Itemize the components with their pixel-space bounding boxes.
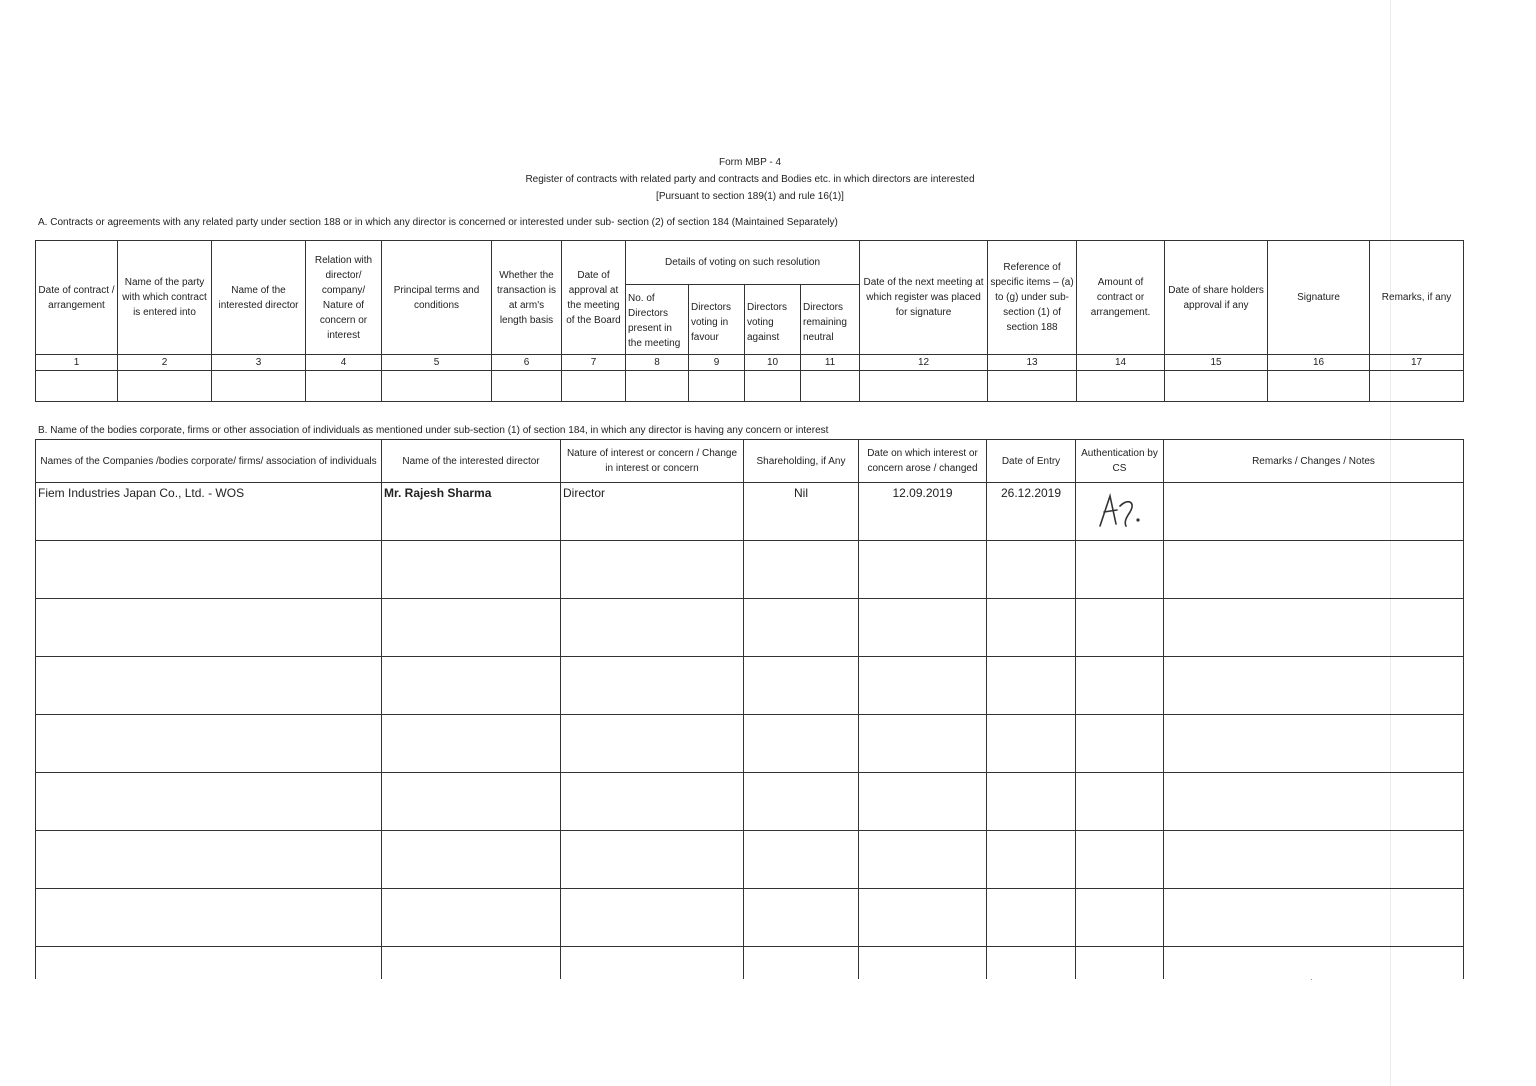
col-party-name: Name of the party with which contract is entered into <box>118 241 212 355</box>
column-number: 7 <box>562 355 626 371</box>
section-b-label: B. Name of the bodies corporate, firms or other association of individuals as mentioned under sub-section (1) of section 184, in which any director is having any concern or interest <box>38 425 829 436</box>
section-a-table <box>35 240 1464 402</box>
column-number: 12 <box>860 355 988 371</box>
col-remarks: Remarks / Changes / Notes <box>1164 440 1464 483</box>
col-directors-against: Directors voting against <box>745 285 801 355</box>
col-company-names: Names of the Companies /bodies corporate/ firms/ association of individuals <box>36 440 382 483</box>
col-signature: Signature <box>1268 241 1370 355</box>
column-number-row <box>36 355 1464 371</box>
column-number: 10 <box>745 355 801 371</box>
col-interested-director: Name of the interested director <box>212 241 306 355</box>
col-shareholders-approval: Date of share holders approval if any <box>1165 241 1268 355</box>
table-row <box>36 541 1464 599</box>
col-directors-present: No. of Directors present in the meeting <box>626 285 689 355</box>
section-b-table <box>35 439 1464 979</box>
col-nature-of-interest: Nature of interest or concern / Change in interest or concern <box>561 440 744 483</box>
table-row <box>36 371 1464 402</box>
table-row <box>36 773 1464 831</box>
table-row <box>36 657 1464 715</box>
col-date-of-contract: Date of contract / arrangement <box>36 241 118 355</box>
column-number: 14 <box>1077 355 1165 371</box>
col-interested-director: Name of the interested director <box>382 440 561 483</box>
column-number: 13 <box>988 355 1077 371</box>
col-date-of-entry: Date of Entry <box>987 440 1076 483</box>
section-a-label: A. Contracts or agreements with any related party under section 188 or in which any director is concerned or interested under sub- section (2) of section 184 (Maintained Separately) <box>38 217 838 228</box>
column-number: 11 <box>801 355 860 371</box>
column-number: 16 <box>1268 355 1370 371</box>
form-pursuant: [Pursuant to section 189(1) and rule 16(1)] <box>656 191 844 202</box>
col-relation: Relation with director/ company/ Nature of concern or interest <box>306 241 382 355</box>
column-number: 9 <box>689 355 745 371</box>
shareholding: Nil <box>744 483 859 541</box>
col-principal-terms: Principal terms and conditions <box>382 241 492 355</box>
date-of-entry: 26.12.2019 <box>987 483 1076 541</box>
col-directors-neutral: Directors remaining neutral <box>801 285 860 355</box>
column-number: 17 <box>1370 355 1464 371</box>
nature-of-interest: Director <box>561 483 744 541</box>
scan-mark: · <box>1310 974 1313 984</box>
col-authentication: Authentication by CS <box>1076 440 1164 483</box>
column-number: 4 <box>306 355 382 371</box>
col-date-arose: Date on which interest or concern arose / changed <box>859 440 987 483</box>
column-number: 6 <box>492 355 562 371</box>
signature-initials <box>1090 490 1150 530</box>
col-remarks: Remarks, if any <box>1370 241 1464 355</box>
col-shareholding: Shareholding, if Any <box>744 440 859 483</box>
date-arose: 12.09.2019 <box>859 483 987 541</box>
col-next-meeting-date: Date of the next meeting at which register was placed for signature <box>860 241 988 355</box>
table-row <box>36 599 1464 657</box>
column-number: 1 <box>36 355 118 371</box>
col-arms-length: Whether the transaction is at arm's length basis <box>492 241 562 355</box>
col-date-of-approval: Date of approval at the meeting of the Board <box>562 241 626 355</box>
col-amount: Amount of contract or arrangement. <box>1077 241 1165 355</box>
col-directors-favour: Directors voting in favour <box>689 285 745 355</box>
table-row <box>36 831 1464 889</box>
col-voting-details-group: Details of voting on such resolution <box>626 241 860 285</box>
table-row <box>36 715 1464 773</box>
table-row <box>36 889 1464 947</box>
column-number: 8 <box>626 355 689 371</box>
col-reference-items: Reference of specific items – (a) to (g) under sub-section (1) of section 188 <box>988 241 1077 355</box>
director-name: Mr. Rajesh Sharma <box>382 483 561 541</box>
column-number: 3 <box>212 355 306 371</box>
column-number: 15 <box>1165 355 1268 371</box>
company-name: Fiem Industries Japan Co., Ltd. - WOS <box>36 483 382 541</box>
table-row <box>36 947 1464 980</box>
column-number: 2 <box>118 355 212 371</box>
form-title: Register of contracts with related party and contracts and Bodies etc. in which directors are interested <box>525 174 975 185</box>
remarks <box>1164 483 1464 541</box>
table-row <box>36 483 1464 541</box>
authentication-cell <box>1076 483 1164 541</box>
form-header <box>0 154 1500 205</box>
column-number: 5 <box>382 355 492 371</box>
form-number: Form MBP - 4 <box>718 157 782 168</box>
